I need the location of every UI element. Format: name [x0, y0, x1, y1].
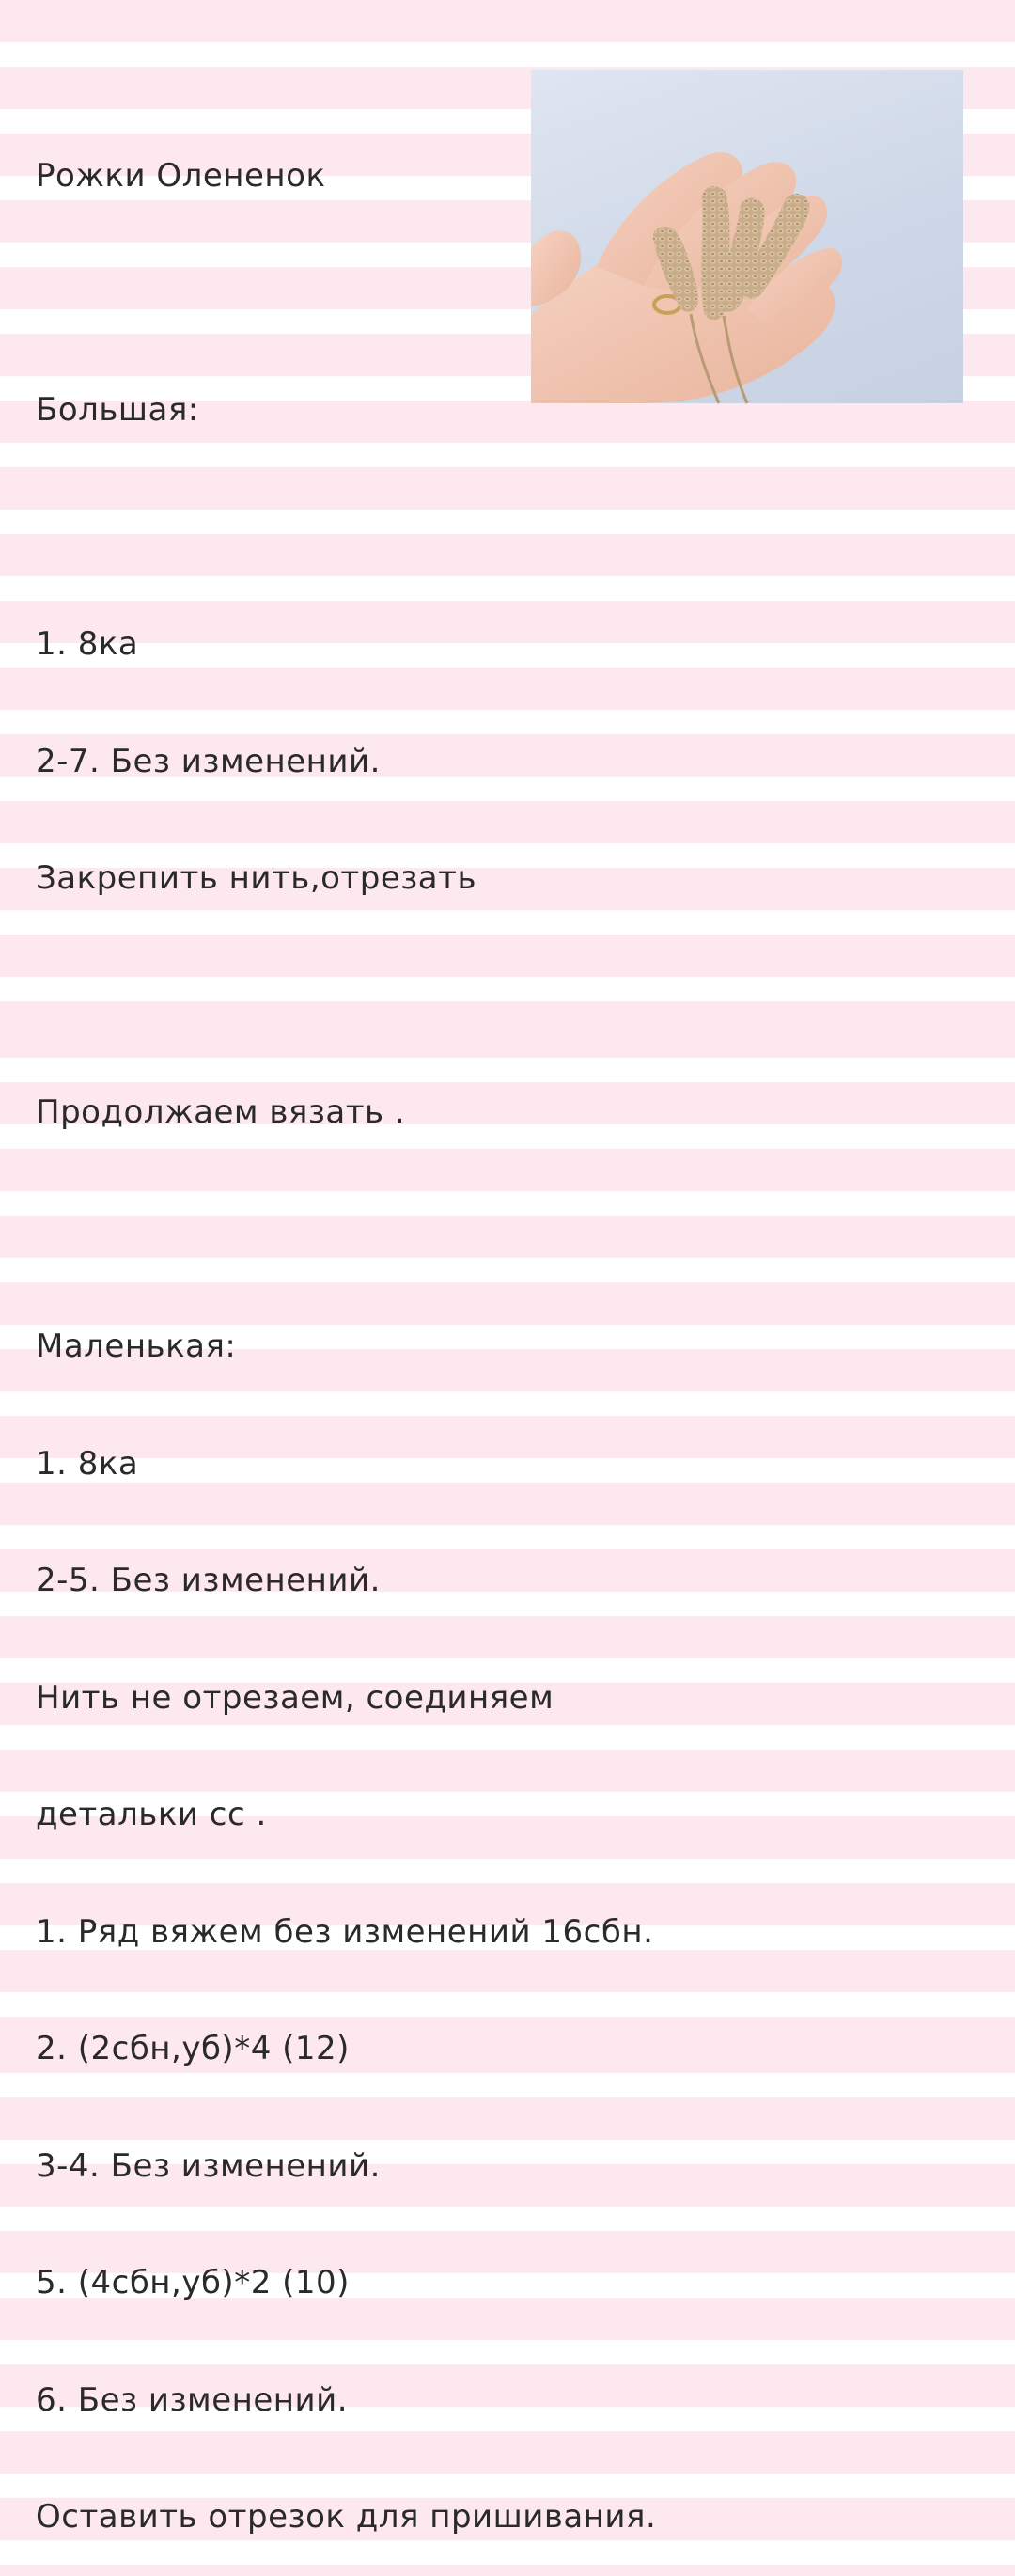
small-step: 1. 8ка — [36, 1444, 139, 1483]
large-step: Закрепить нить,отрезать — [36, 859, 476, 897]
blank-line — [36, 1211, 712, 1250]
small-step: детальки сс . — [36, 1796, 267, 1833]
small-step: 6. Без изменений. — [36, 2380, 348, 2419]
small-step: 3-4. Без изменений. — [36, 2146, 381, 2185]
large-step: 2-7. Без изменений. — [36, 742, 381, 780]
hand-with-antlers-illustration — [531, 70, 963, 403]
small-step: 2-5. Без изменений. — [36, 1562, 381, 1599]
pattern-title: Рожки Олененок — [36, 157, 326, 195]
small-heading: Маленькая: — [36, 1327, 237, 1365]
small-step: 2. (2сбн,уб)*4 (12) — [36, 2030, 350, 2067]
small-step: 5. (4сбн,уб)*2 (10) — [36, 2264, 350, 2301]
large-heading: Большая: — [36, 391, 199, 429]
large-step: 1. 8ка — [36, 625, 139, 663]
continue-note: Продолжаем вязать . — [36, 1093, 406, 1131]
blank-line — [36, 977, 712, 1016]
small-step: Оставить отрезок для пришивания. — [36, 2498, 657, 2536]
small-step: 1. Ряд вяжем без изменений 16сбн. — [36, 1912, 654, 1951]
small-step: Нить не отрезаем, соединяем — [36, 1678, 554, 1717]
antlers-photo — [531, 70, 963, 403]
blank-line — [36, 509, 712, 548]
instructions-text — [36, 79, 712, 2576]
